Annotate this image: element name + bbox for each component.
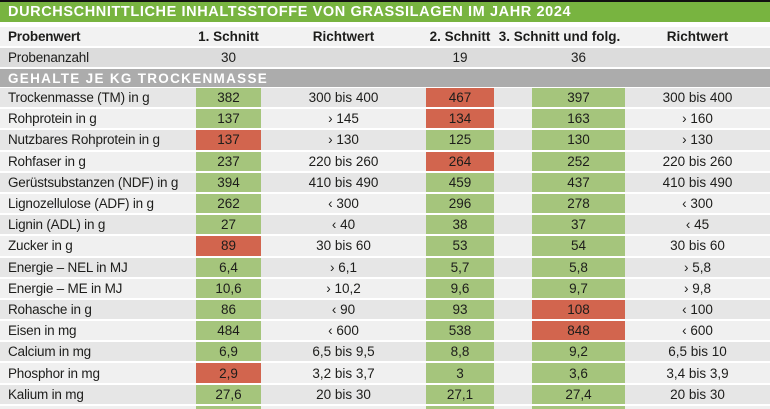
sample-count-row [0,48,770,69]
parameter-label: Phosphor in mg [0,363,196,382]
richtwert-schnitt23: 20 bis 30 [625,385,770,404]
column-spacer [494,279,532,298]
richtwert-schnitt23: › 5,8 [625,258,770,277]
value-schnitt1: 6,9 [196,342,261,361]
value-schnitt3: 9,2 [532,342,625,361]
value-schnitt1: 237 [196,152,261,171]
value-schnitt2: 264 [426,152,494,171]
sample-count-schnitt2: 19 [452,50,468,65]
column-spacer [494,194,532,213]
value-schnitt1: 137 [196,109,261,128]
value-schnitt3: 397 [532,88,625,107]
richtwert-schnitt1: 220 bis 260 [261,152,426,171]
parameter-label: Rohfaser in g [0,152,196,171]
value-schnitt1: 2,9 [196,363,261,382]
value-schnitt1: 10,6 [196,279,261,298]
parameter-label: Calcium in mg [0,342,196,361]
value-schnitt3: 163 [532,109,625,128]
richtwert-schnitt23: 220 bis 260 [625,152,770,171]
value-schnitt2: 27,1 [426,385,494,404]
richtwert-schnitt23: ‹ 100 [625,300,770,319]
table-title: DURCHSCHNITTLICHE INHALTSSTOFFE VON GRASSILAGEN IM JAHR 2024 [0,2,770,22]
value-schnitt2: 125 [426,130,494,149]
value-schnitt3: 5,8 [532,258,625,277]
value-schnitt1: 86 [196,300,261,319]
column-header-richtwert1: Richtwert [312,29,375,44]
column-spacer [494,342,532,361]
value-schnitt1: 262 [196,194,261,213]
column-header-row [0,27,770,48]
column-spacer [494,258,532,277]
column-header-schnitt1: 1. Schnitt [198,29,259,44]
sample-count-richtwert1-empty [261,48,426,67]
column-spacer [494,215,532,234]
column-header-probenwert: Probenwert [8,29,81,44]
value-schnitt2: 3 [426,363,494,382]
table-row [0,363,770,384]
richtwert-schnitt23: ‹ 300 [625,194,770,213]
value-schnitt3: 9,7 [532,279,625,298]
sample-count-schnitt1: 30 [220,50,237,65]
value-schnitt3: 848 [532,321,625,340]
parameter-label: Kalium in mg [0,385,196,404]
value-schnitt3: 130 [532,130,625,149]
richtwert-schnitt1: ‹ 90 [261,300,426,319]
value-schnitt2: 134 [426,109,494,128]
value-schnitt2: 8,8 [426,342,494,361]
column-header-schnitt2: 2. Schnitt [429,29,491,44]
column-spacer [494,173,532,192]
richtwert-schnitt23: 6,5 bis 10 [625,342,770,361]
value-schnitt3: 54 [532,236,625,255]
richtwert-schnitt1: ‹ 300 [261,194,426,213]
column-spacer [494,363,532,382]
richtwert-schnitt23: 3,4 bis 3,9 [625,363,770,382]
value-schnitt2: 5,7 [426,258,494,277]
richtwert-schnitt1: 6,5 bis 9,5 [261,342,426,361]
column-header-schnitt3: 3. Schnitt und folg. [498,29,621,44]
table-row [0,88,770,109]
table-row [0,342,770,363]
parameter-label: Zucker in g [0,236,196,255]
column-spacer [494,152,532,171]
richtwert-schnitt23: 410 bis 490 [625,173,770,192]
richtwert-schnitt23: › 9,8 [625,279,770,298]
richtwert-schnitt1: 410 bis 490 [261,173,426,192]
richtwert-schnitt23: › 130 [625,130,770,149]
sample-count-label: Probenanzahl [8,50,89,65]
table-row [0,321,770,342]
parameter-label: Energie – ME in MJ [0,279,196,298]
section-header: GEHALTE JE KG TROCKENMASSE [0,69,770,88]
richtwert-schnitt1: › 145 [261,109,426,128]
parameter-label: Energie – NEL in MJ [0,258,196,277]
data-rows-container [0,88,770,406]
table-row [0,385,770,406]
richtwert-schnitt1: 20 bis 30 [261,385,426,404]
value-schnitt1: 6,4 [196,258,261,277]
value-schnitt1: 89 [196,236,261,255]
value-schnitt2: 93 [426,300,494,319]
parameter-label: Lignin (ADL) in g [0,215,196,234]
richtwert-schnitt23: 30 bis 60 [625,236,770,255]
table-row [0,258,770,279]
table-row [0,130,770,151]
value-schnitt2: 467 [426,88,494,107]
column-spacer [494,236,532,255]
value-schnitt1: 27 [196,215,261,234]
column-header-richtwert2: Richtwert [666,29,729,44]
value-schnitt3: 37 [532,215,625,234]
parameter-label: Trockenmasse (TM) in g [0,88,196,107]
richtwert-schnitt1: › 130 [261,130,426,149]
value-schnitt1: 27,6 [196,385,261,404]
richtwert-schnitt23: ‹ 45 [625,215,770,234]
sample-count-richtwert2-empty [625,48,770,67]
value-schnitt2: 459 [426,173,494,192]
parameter-label: Lignozellulose (ADF) in g [0,194,196,213]
table-row [0,173,770,194]
sample-count-schnitt3: 36 [570,50,587,65]
parameter-label: Eisen in mg [0,321,196,340]
value-schnitt1: 382 [196,88,261,107]
value-schnitt1: 137 [196,130,261,149]
richtwert-schnitt23: ‹ 600 [625,321,770,340]
table-row [0,215,770,236]
richtwert-schnitt23: 300 bis 400 [625,88,770,107]
table-row [0,194,770,215]
richtwert-schnitt1: 30 bis 60 [261,236,426,255]
richtwert-schnitt1: › 10,2 [261,279,426,298]
value-schnitt2: 296 [426,194,494,213]
table-row [0,109,770,130]
table-row [0,152,770,173]
richtwert-schnitt1: 300 bis 400 [261,88,426,107]
column-spacer [494,88,532,107]
richtwert-schnitt1: 3,2 bis 3,7 [261,363,426,382]
column-spacer [494,130,532,149]
value-schnitt2: 53 [426,236,494,255]
richtwert-schnitt1: › 6,1 [261,258,426,277]
value-schnitt2: 538 [426,321,494,340]
column-spacer [494,321,532,340]
value-schnitt3: 108 [532,300,625,319]
value-schnitt3: 278 [532,194,625,213]
table-row [0,300,770,321]
sample-count-spacer [494,48,532,67]
table-row [0,279,770,300]
value-schnitt3: 437 [532,173,625,192]
value-schnitt2: 38 [426,215,494,234]
richtwert-schnitt1: ‹ 600 [261,321,426,340]
table-row [0,236,770,257]
value-schnitt3: 3,6 [532,363,625,382]
richtwert-schnitt1: ‹ 40 [261,215,426,234]
column-spacer [494,300,532,319]
parameter-label: Rohprotein in g [0,109,196,128]
column-spacer [494,109,532,128]
value-schnitt3: 27,4 [532,385,625,404]
value-schnitt1: 394 [196,173,261,192]
parameter-label: Nutzbares Rohprotein in g [0,130,196,149]
value-schnitt3: 252 [532,152,625,171]
parameter-label: Rohasche in g [0,300,196,319]
value-schnitt2: 9,6 [426,279,494,298]
richtwert-schnitt23: › 160 [625,109,770,128]
parameter-label: Gerüstsubstanzen (NDF) in g [0,173,196,192]
column-spacer [494,385,532,404]
value-schnitt1: 484 [196,321,261,340]
